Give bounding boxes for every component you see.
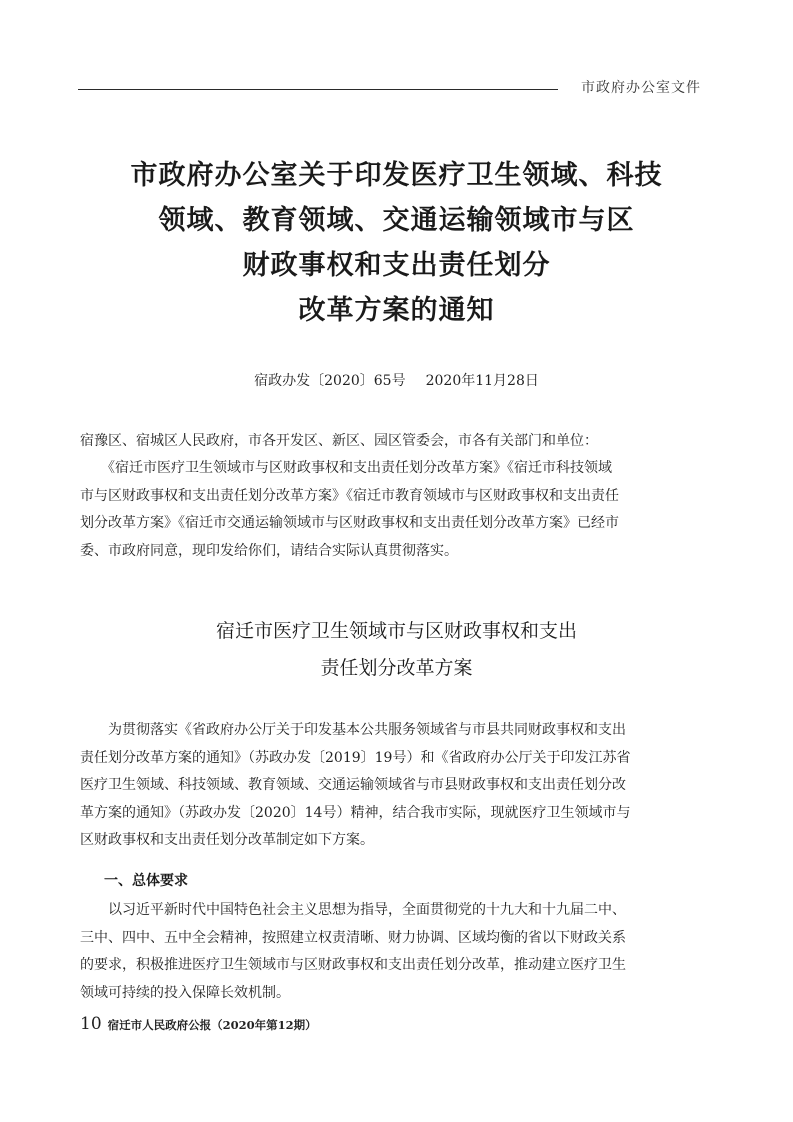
text-line: 革方案的通知》（苏政办发〔2020〕14号）精神，结合我市实际，现就医疗卫生领域市与 [80, 804, 631, 821]
text-line: 的要求，积极推进医疗卫生领域市与区财政事权和支出责任划分改革，推动建立医疗卫生 [80, 957, 626, 973]
text-line: 医疗卫生领域、科技领域、教育领域、交通运输领域省与市县财政事权和支出责任划分改 [80, 777, 626, 793]
text-line: 为贯彻落实《省政府办公厅关于印发基本公共服务领域省与市县共同财政事权和支出 [80, 722, 626, 738]
header-label: 市政府办公室文件 [581, 80, 701, 96]
text-line: 划分改革方案》《宿迁市交通运输领域市与区财政事权和支出责任划分改革方案》已经市 [80, 515, 619, 531]
header-rule [78, 89, 558, 90]
section-body [80, 897, 720, 1007]
text-line: 市与区财政事权和支出责任划分改革方案》《宿迁市教育领域市与区财政事权和支出责任 [80, 487, 619, 504]
journal-name: 宿迁市人民政府公报（2020年第12期） [107, 1018, 317, 1032]
text-line: 三中、四中、五中全会精神，按照建立权责清晰、财力协调、区域均衡的省以下财政关系 [80, 929, 626, 946]
document-number-line [0, 370, 793, 390]
addressee [80, 428, 720, 456]
plan-title-line: 宿迁市医疗卫生领域市与区财政事权和支出 [215, 620, 577, 642]
title-line: 市政府办公室关于印发医疗卫生领域、科技 [130, 160, 663, 191]
page-footer [80, 1014, 317, 1034]
title-line: 领域、教育领域、交通运输领域市与区 [158, 205, 635, 236]
text-line: 责任划分改革方案的通知》（苏政办发〔2019〕19号）和《省政府办公厅关于印发江苏省 [80, 749, 631, 766]
addressee-text: 宿豫区、宿城区人民政府，市各开发区、新区、园区管委会，市各有关部门和单位： [80, 433, 598, 449]
text-line: 区财政事权和支出责任划分改革制定如下方案。 [80, 832, 374, 848]
title-line: 改革方案的通知 [298, 295, 495, 326]
text-line: 《宿迁市医疗卫生领域市与区财政事权和支出责任划分改革方案》《宿迁市科技领域 [80, 460, 612, 476]
plan-intro [80, 717, 720, 855]
text-line: 以习近平新时代中国特色社会主义思想为指导，全面贯彻党的十九大和十九届二中、 [80, 902, 626, 918]
section-heading: 一、总体要求 [104, 873, 188, 889]
text-line: 领域可持续的投入保障长效机制。 [80, 984, 290, 1001]
document-number: 宿政办发〔2020〕65号 [254, 373, 406, 389]
document-date: 2020年11月28日 [425, 373, 539, 389]
text-line: 委、市政府同意，现印发给你们，请结合实际认真贯彻落实。 [80, 542, 458, 559]
document-title [0, 153, 793, 333]
plan-title-line: 责任划分改革方案 [320, 657, 473, 679]
title-line: 财政事权和支出责任划分 [242, 250, 551, 281]
notice-body [80, 455, 720, 565]
page-number: 10 [80, 1014, 102, 1034]
